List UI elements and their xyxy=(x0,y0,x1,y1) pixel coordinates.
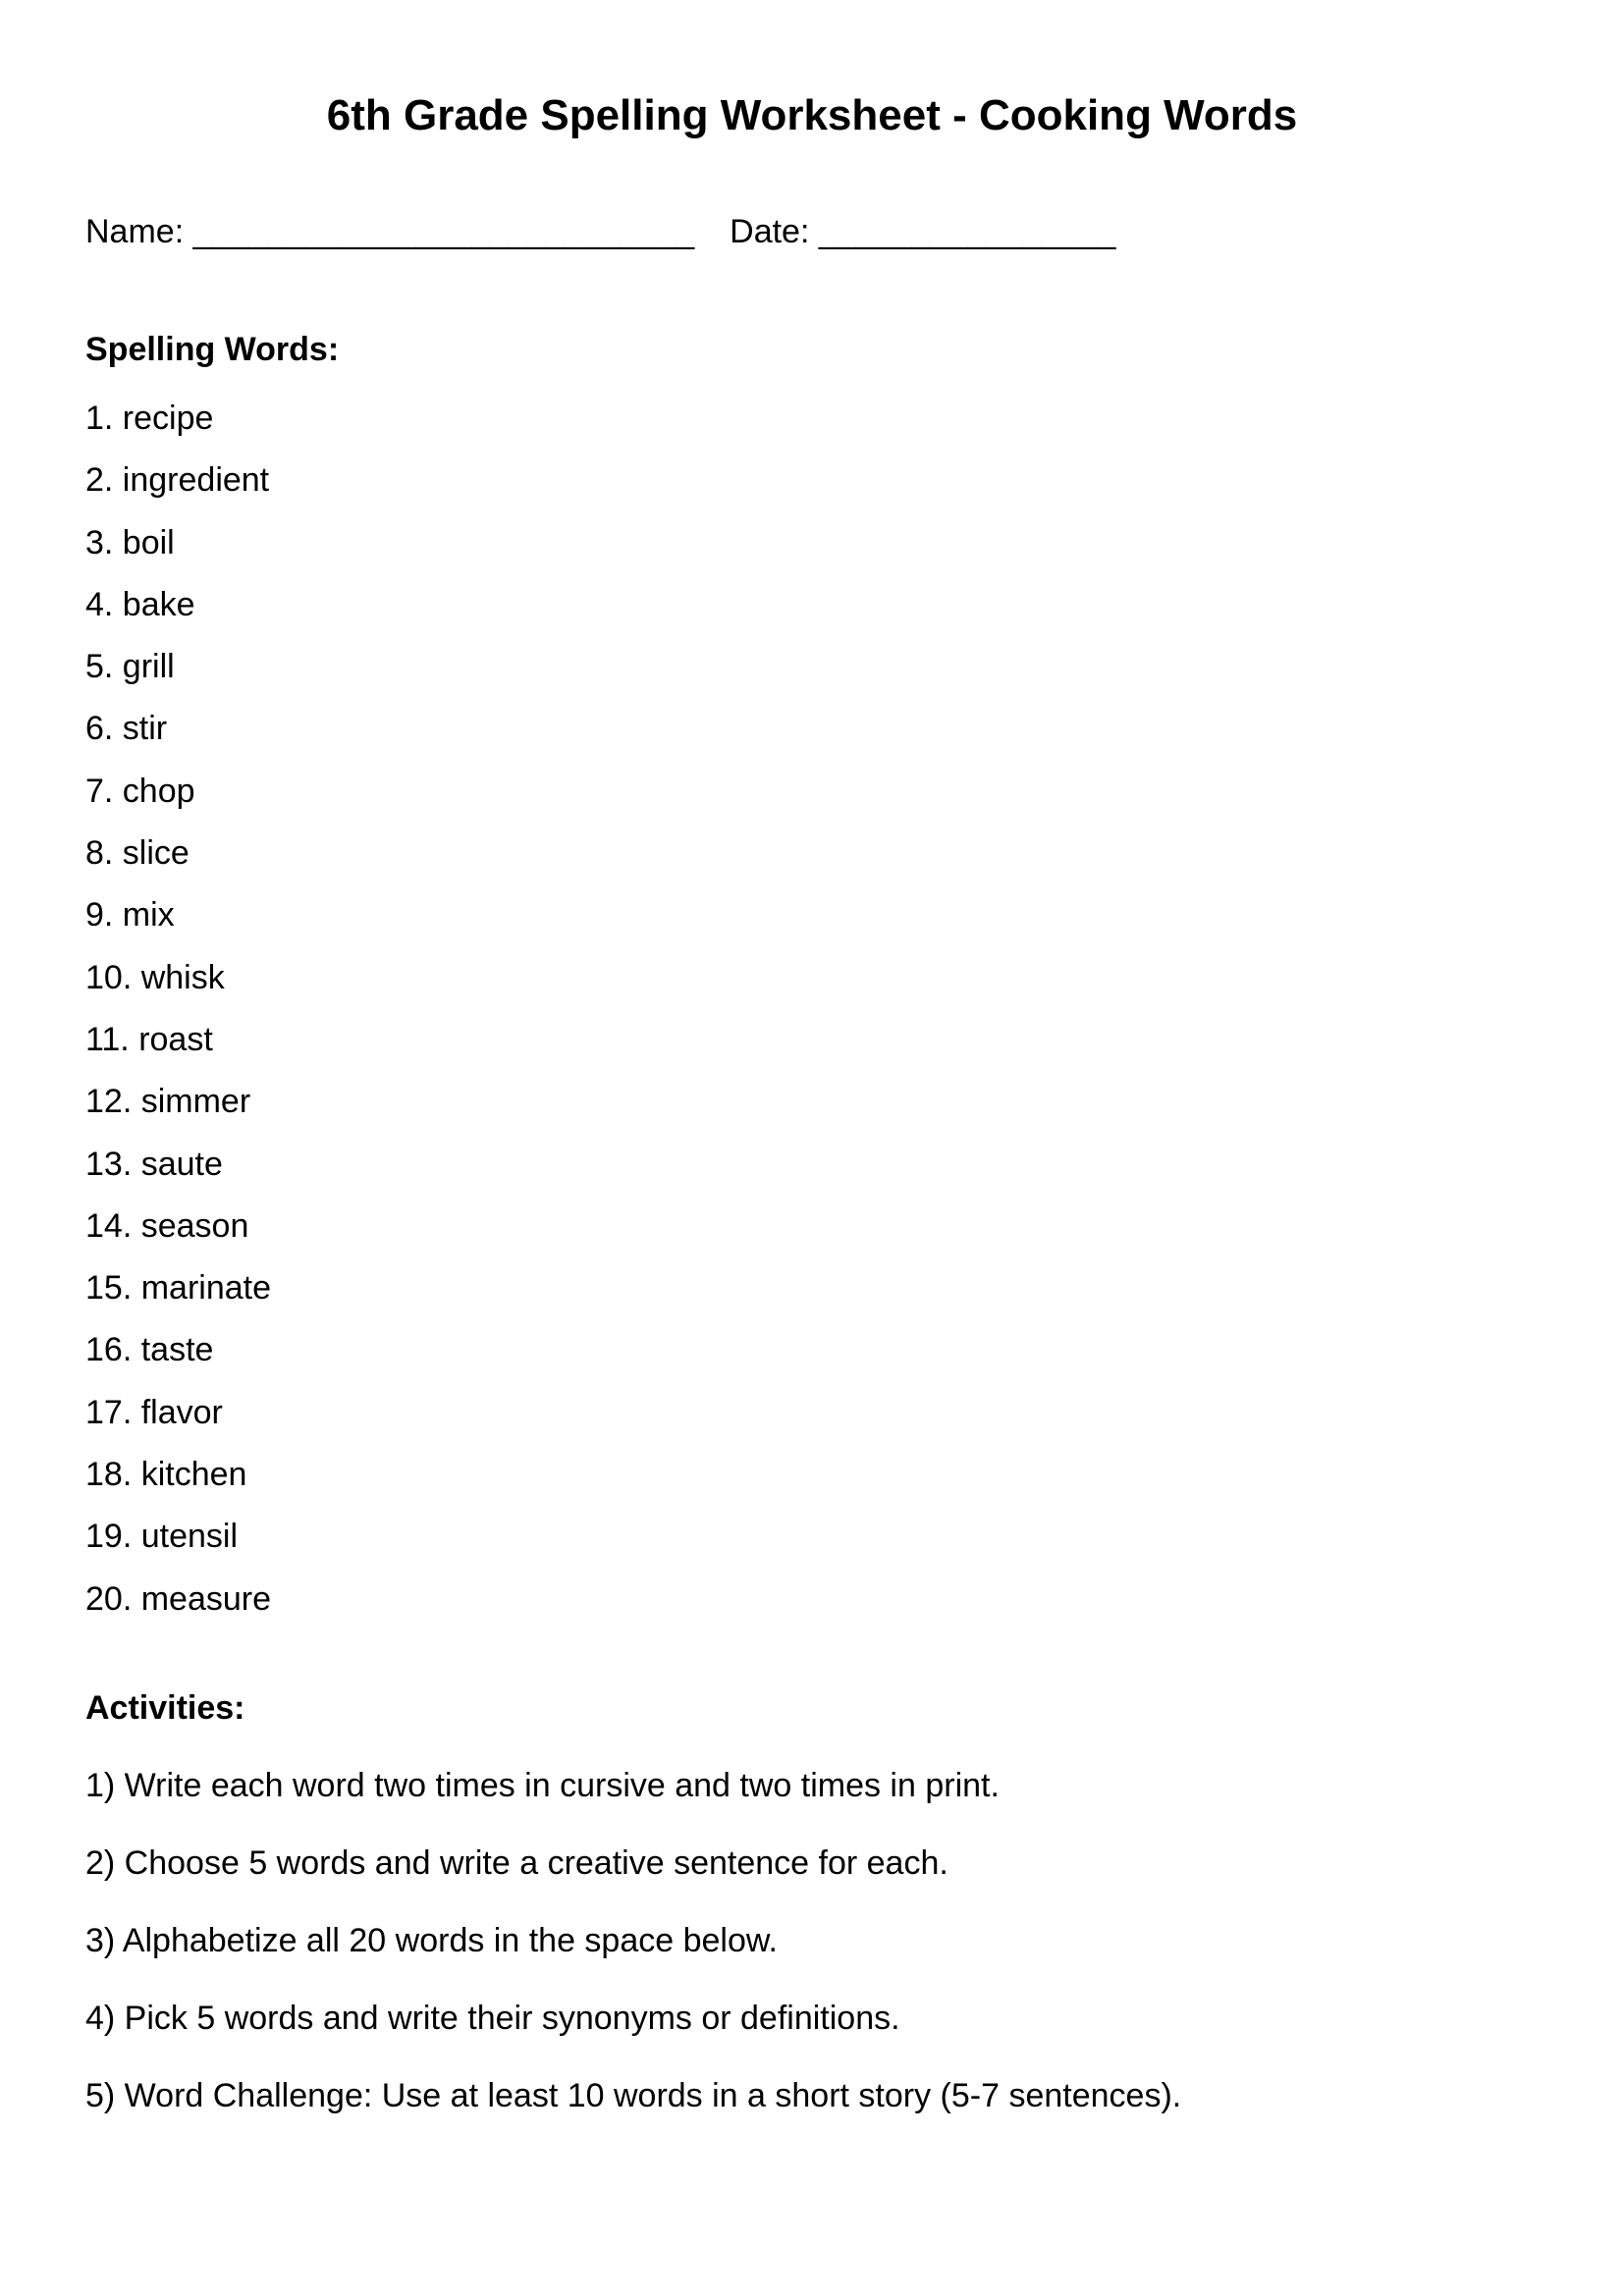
spelling-word: 11. roast xyxy=(85,1020,213,1058)
spelling-word: 12. simmer xyxy=(85,1083,251,1121)
spelling-word: 9. mix xyxy=(85,896,175,934)
page-title: 6th Grade Spelling Worksheet - Cooking Words xyxy=(326,91,1298,139)
activities-heading: Activities: xyxy=(85,1689,245,1727)
spelling-word: 4. bake xyxy=(85,585,195,623)
spelling-word: 15. marinate xyxy=(85,1269,271,1308)
activity-item: 3) Alphabetize all 20 words in the space below. xyxy=(85,1922,779,1959)
activity-item: 5) Word Challenge: Use at least 10 words in a short story (5-7 sentences). xyxy=(85,2077,1182,2114)
spelling-word: 13. saute xyxy=(85,1145,223,1183)
spelling-words-heading: Spelling Words: xyxy=(85,331,340,368)
spelling-word: 10. whisk xyxy=(85,958,225,996)
activity-item: 2) Choose 5 words and write a creative sentence for each. xyxy=(85,1844,948,1882)
spelling-word: 17. flavor xyxy=(85,1393,223,1431)
spelling-word: 20. measure xyxy=(85,1579,271,1618)
spelling-word: 2. ingredient xyxy=(85,461,270,500)
spelling-word: 16. taste xyxy=(85,1331,214,1369)
spelling-word-list xyxy=(85,397,271,1639)
spelling-word: 5. grill xyxy=(85,648,175,686)
activity-list xyxy=(85,1764,1181,2152)
spelling-word: 3. boil xyxy=(85,523,175,561)
date-field: Date: ________________ xyxy=(730,213,1116,250)
name-field: Name: ___________________________ xyxy=(85,213,695,250)
spelling-word: 19. utensil xyxy=(85,1518,238,1556)
spelling-word: 14. season xyxy=(85,1206,249,1245)
spelling-word: 7. chop xyxy=(85,772,195,810)
activity-item: 4) Pick 5 words and write their synonyms or definitions. xyxy=(85,2000,900,2037)
activity-item: 1) Write each word two times in cursive and two times in print. xyxy=(85,1767,1000,1804)
spelling-word: 6. stir xyxy=(85,710,168,748)
spelling-word: 8. slice xyxy=(85,834,189,873)
spelling-word: 18. kitchen xyxy=(85,1456,247,1494)
spelling-word: 1. recipe xyxy=(85,400,214,437)
name-date-line xyxy=(85,210,1115,253)
